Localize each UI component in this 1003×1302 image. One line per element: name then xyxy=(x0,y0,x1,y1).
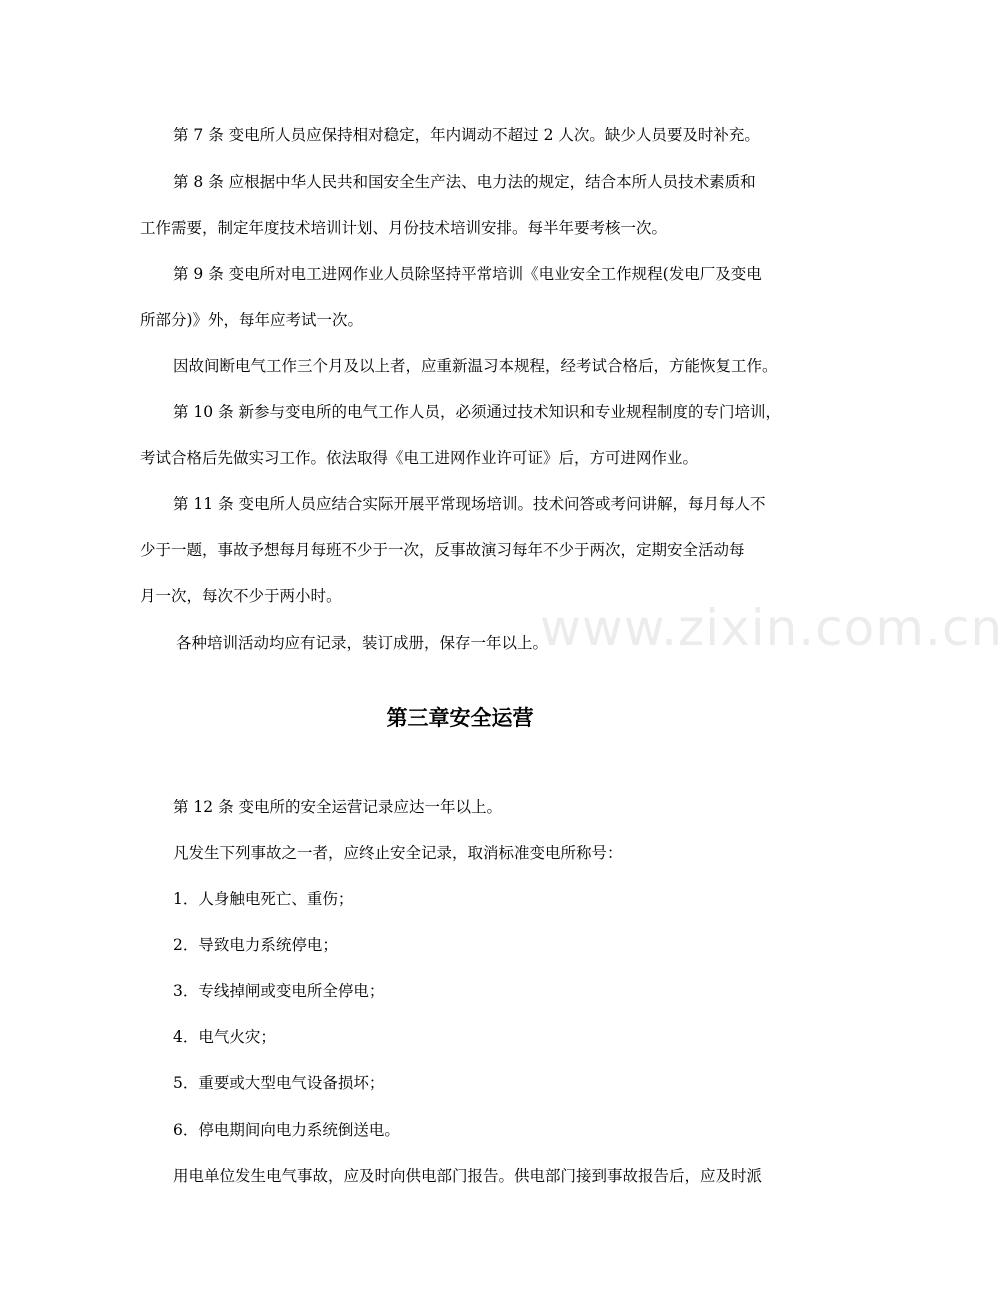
article-11-line-2: 少于一题，事故予想每月每班不少于一次，反事故演习每年不少于两次，定期安全活动每 xyxy=(140,541,745,559)
accident-item-3: 3．专线掉闸或变电所全停电； xyxy=(173,982,385,1000)
site-watermark: www.zixin.com.cn xyxy=(540,599,1003,657)
chapter-3-heading: 第三章安全运营 xyxy=(386,706,534,730)
article-12: 第 12 条 变电所的安全运营记录应达一年以上。 xyxy=(173,798,503,816)
article-10-line-2: 考试合格后先做实习工作。依法取得《电工进网作业许可证》后，方可进网作业。 xyxy=(140,449,699,467)
accident-item-4: 4．电气火灾； xyxy=(173,1028,276,1046)
accident-item-6: 6．停电期间向电力系统倒送电。 xyxy=(173,1121,400,1139)
article-8-line-1: 第 8 条 应根据中华人民共和国安全生产法、电力法的规定，结合本所人员技术素质和 xyxy=(173,173,756,191)
article-8-line-2: 工作需要，制定年度技术培训计划、月份技术培训安排。每半年要考核一次。 xyxy=(140,219,668,237)
accident-item-1: 1．人身触电死亡、重伤； xyxy=(173,890,354,908)
accident-item-2: 2．导致电力系统停电； xyxy=(173,936,338,954)
article-7: 第 7 条 变电所人员应保持相对稳定，年内调动不超过 2 人次。缺少人员要及时补充。 xyxy=(173,126,760,144)
reporting-paragraph-line-1: 用电单位发生电气事故，应及时向供电部门报告。供电部门接到事故报告后，应及时派 xyxy=(173,1167,763,1185)
article-11-paragraph-2: 各种培训活动均应有记录，装订成册，保存一年以上。 xyxy=(176,634,549,652)
article-11-line-1: 第 11 条 变电所人员应结合实际开展平常现场培训。技术问答或考问讲解，每月每人不 xyxy=(173,495,766,513)
article-10-line-1: 第 10 条 新参与变电所的电气工作人员，必须通过技术知识和专业规程制度的专门培训， xyxy=(173,403,782,421)
accident-item-5: 5．重要或大型电气设备损坏； xyxy=(173,1074,385,1092)
article-9-paragraph-2: 因故间断电气工作三个月及以上者，应重新温习本规程，经考试合格后，方能恢复工作。 xyxy=(173,357,778,375)
article-9-line-1: 第 9 条 变电所对电工进网作业人员除坚持平常培训《电业安全工作规程(发电厂及变电 xyxy=(173,265,762,283)
article-9-line-2: 所部分)》外，每年应考试一次。 xyxy=(140,311,364,329)
accident-list-intro: 凡发生下列事故之一者，应终止安全记录，取消标准变电所称号： xyxy=(173,844,623,862)
article-11-line-3: 月一次，每次不少于两小时。 xyxy=(140,587,342,605)
